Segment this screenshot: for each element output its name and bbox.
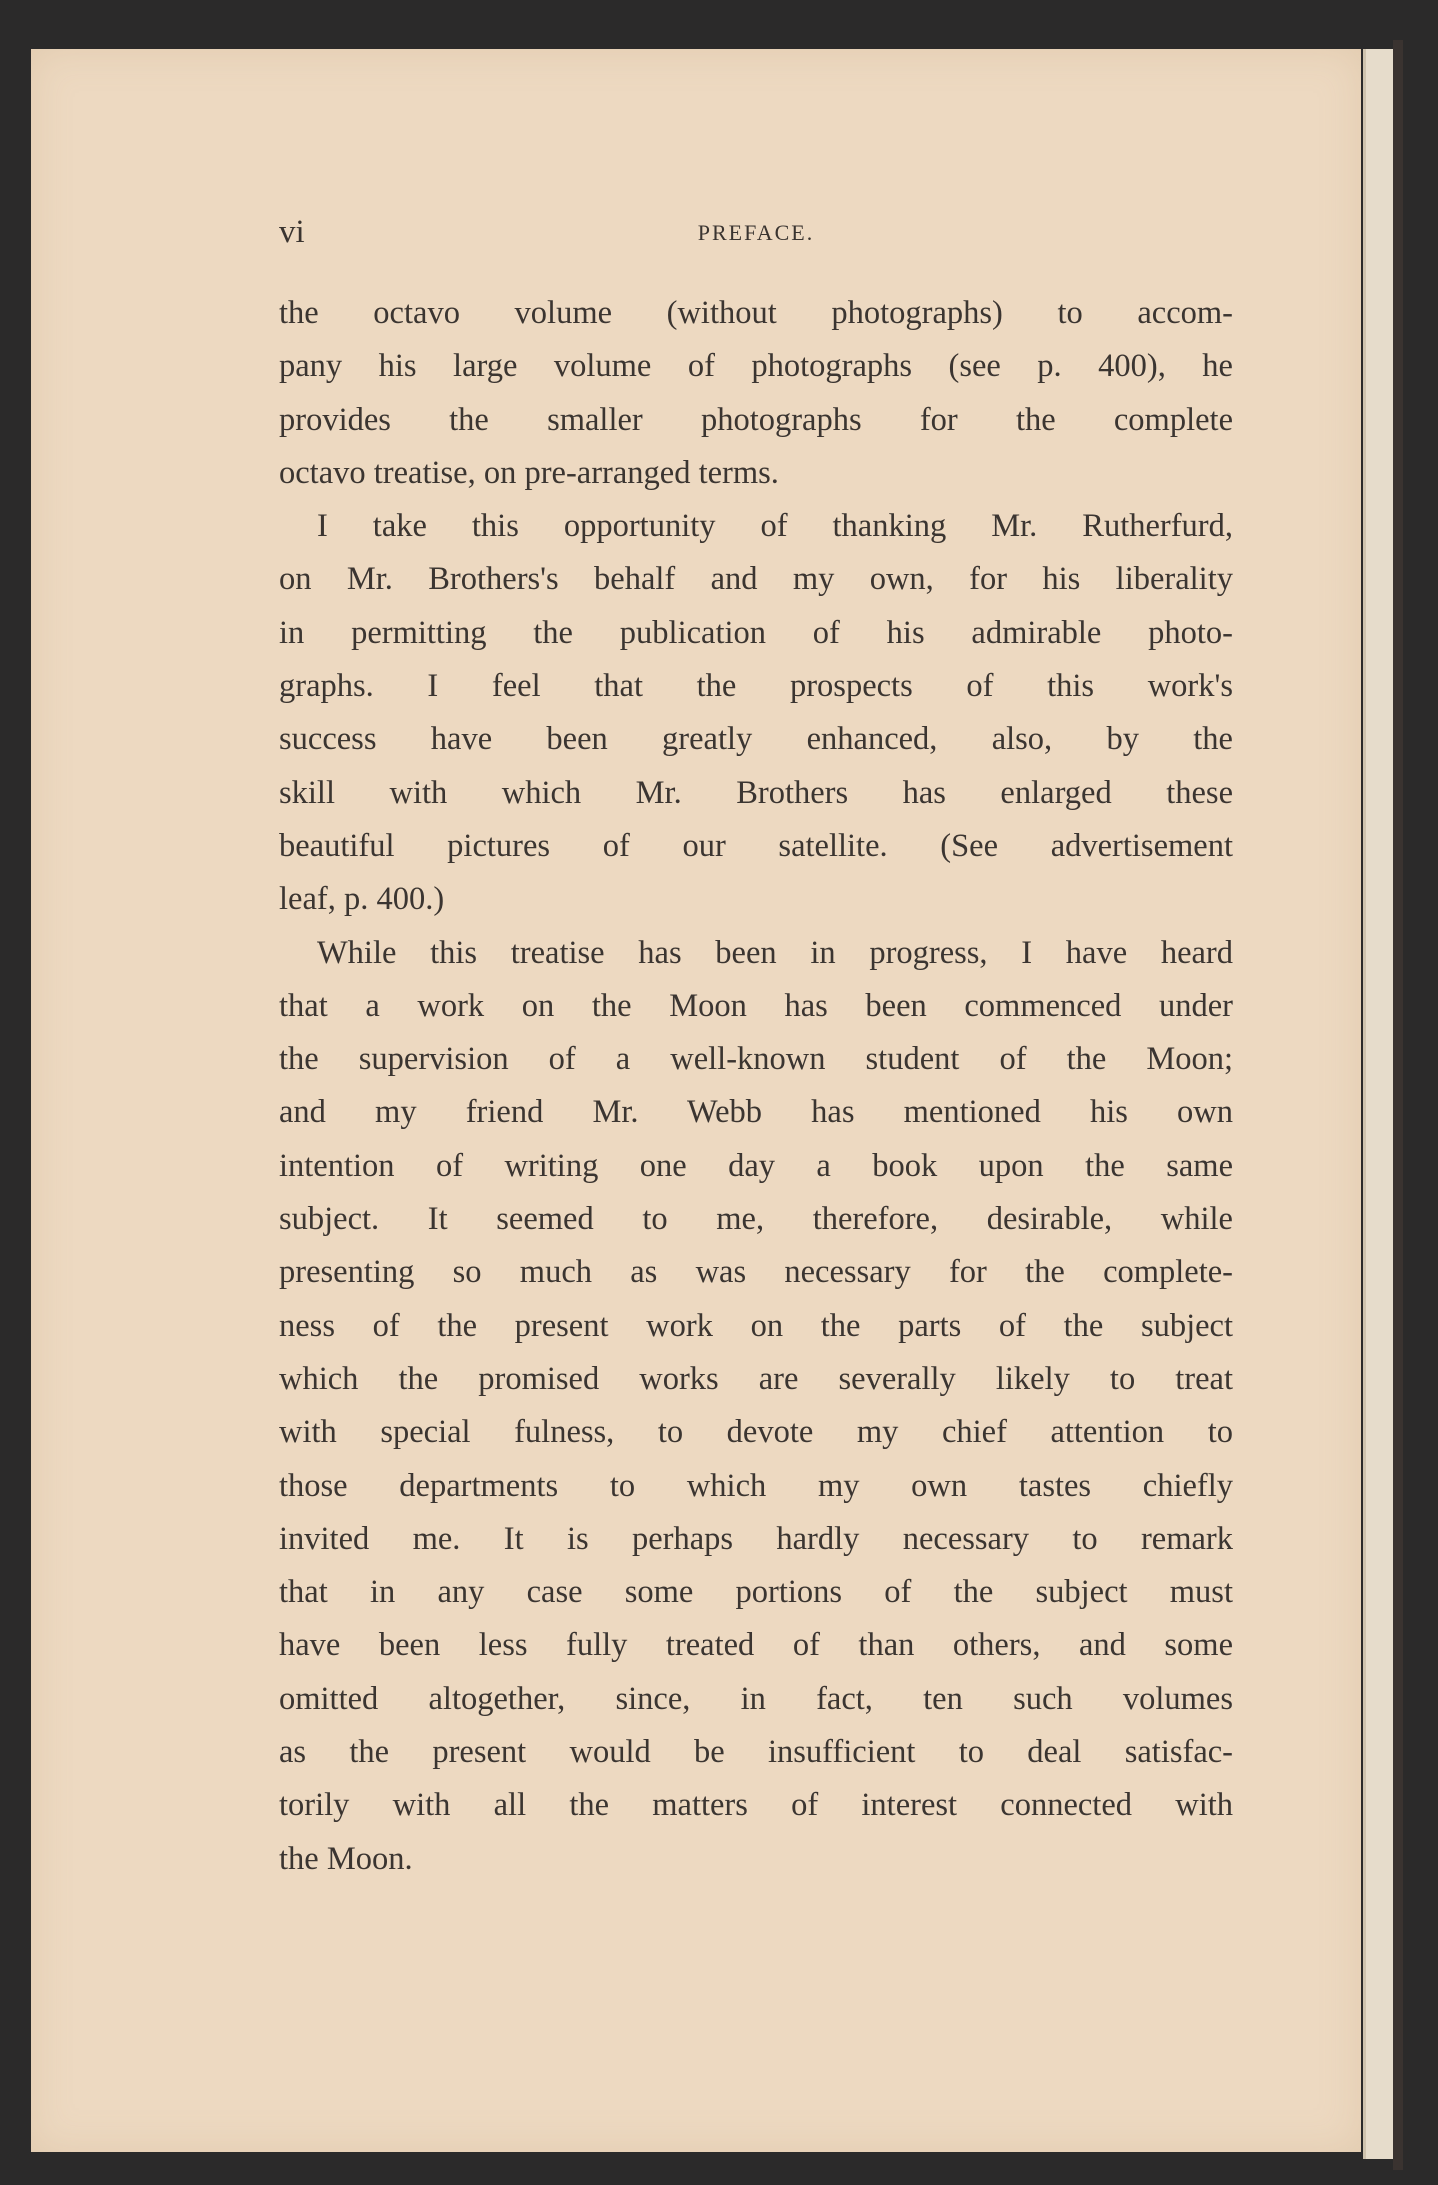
text-line: provides the smaller photographs for the complete — [279, 401, 1233, 438]
text-line: pany his large volume of photographs (see p. 400), he — [279, 348, 1233, 385]
text-line: octavo treatise, on pre-arranged terms. — [279, 454, 779, 491]
text-line: those departments to which my own tastes chiefly — [279, 1467, 1233, 1504]
text-line: subject. It seemed to me, therefore, desirable, while — [279, 1201, 1233, 1238]
text-line: in permitting the publication of his admirable photo- — [279, 614, 1233, 651]
text-line: with special fulness, to devote my chief attention to — [279, 1414, 1233, 1451]
text-line: invited me. It is perhaps hardly necessary to remark — [279, 1520, 1233, 1557]
text-line: beautiful pictures of our satellite. (See advertisement — [279, 827, 1233, 864]
text-line: and my friend Mr. Webb has mentioned his own — [279, 1094, 1233, 1131]
text-line: that a work on the Moon has been commenced under — [279, 987, 1233, 1024]
text-line: success have been greatly enhanced, also, by the — [279, 721, 1233, 758]
text-line: the Moon. — [279, 1840, 413, 1877]
page-header — [279, 214, 1233, 254]
text-line: on Mr. Brothers's behalf and my own, for his liberality — [279, 561, 1233, 598]
text-line: skill with which Mr. Brothers has enlarged these — [279, 774, 1233, 811]
text-line: graphs. I feel that the prospects of this work's — [279, 668, 1233, 705]
text-line: as the present would be insufficient to deal satisfac- — [279, 1734, 1233, 1771]
paragraph — [279, 500, 1233, 926]
text-line: While this treatise has been in progress, I have heard — [317, 934, 1233, 971]
text-line: I take this opportunity of thanking Mr. Rutherfurd, — [317, 508, 1233, 545]
text-line: that in any case some portions of the subject must — [279, 1574, 1233, 1611]
next-page-edge — [1363, 49, 1396, 2159]
running-title: PREFACE. — [697, 220, 815, 245]
page-body — [279, 287, 1233, 1886]
text-line: omitted altogether, since, in fact, ten such volumes — [279, 1680, 1233, 1717]
text-line: ness of the present work on the parts of the subject — [279, 1307, 1233, 1344]
paragraph — [279, 287, 1233, 500]
text-line: leaf, p. 400.) — [279, 881, 445, 918]
text-line: have been less fully treated of than others, and some — [279, 1627, 1233, 1664]
page-number: vi — [279, 214, 305, 250]
paragraph — [279, 927, 1233, 1886]
text-line: intention of writing one day a book upon the same — [279, 1147, 1233, 1184]
text-line: torily with all the matters of interest connected with — [279, 1787, 1233, 1824]
text-line: which the promised works are severally likely to treat — [279, 1360, 1233, 1397]
text-line: the supervision of a well-known student of the Moon; — [279, 1041, 1233, 1078]
book-cover-edge — [1393, 40, 1403, 2170]
text-line: the octavo volume (without photographs) to accom- — [279, 295, 1233, 331]
text-line: presenting so much as was necessary for the complete- — [279, 1254, 1233, 1291]
